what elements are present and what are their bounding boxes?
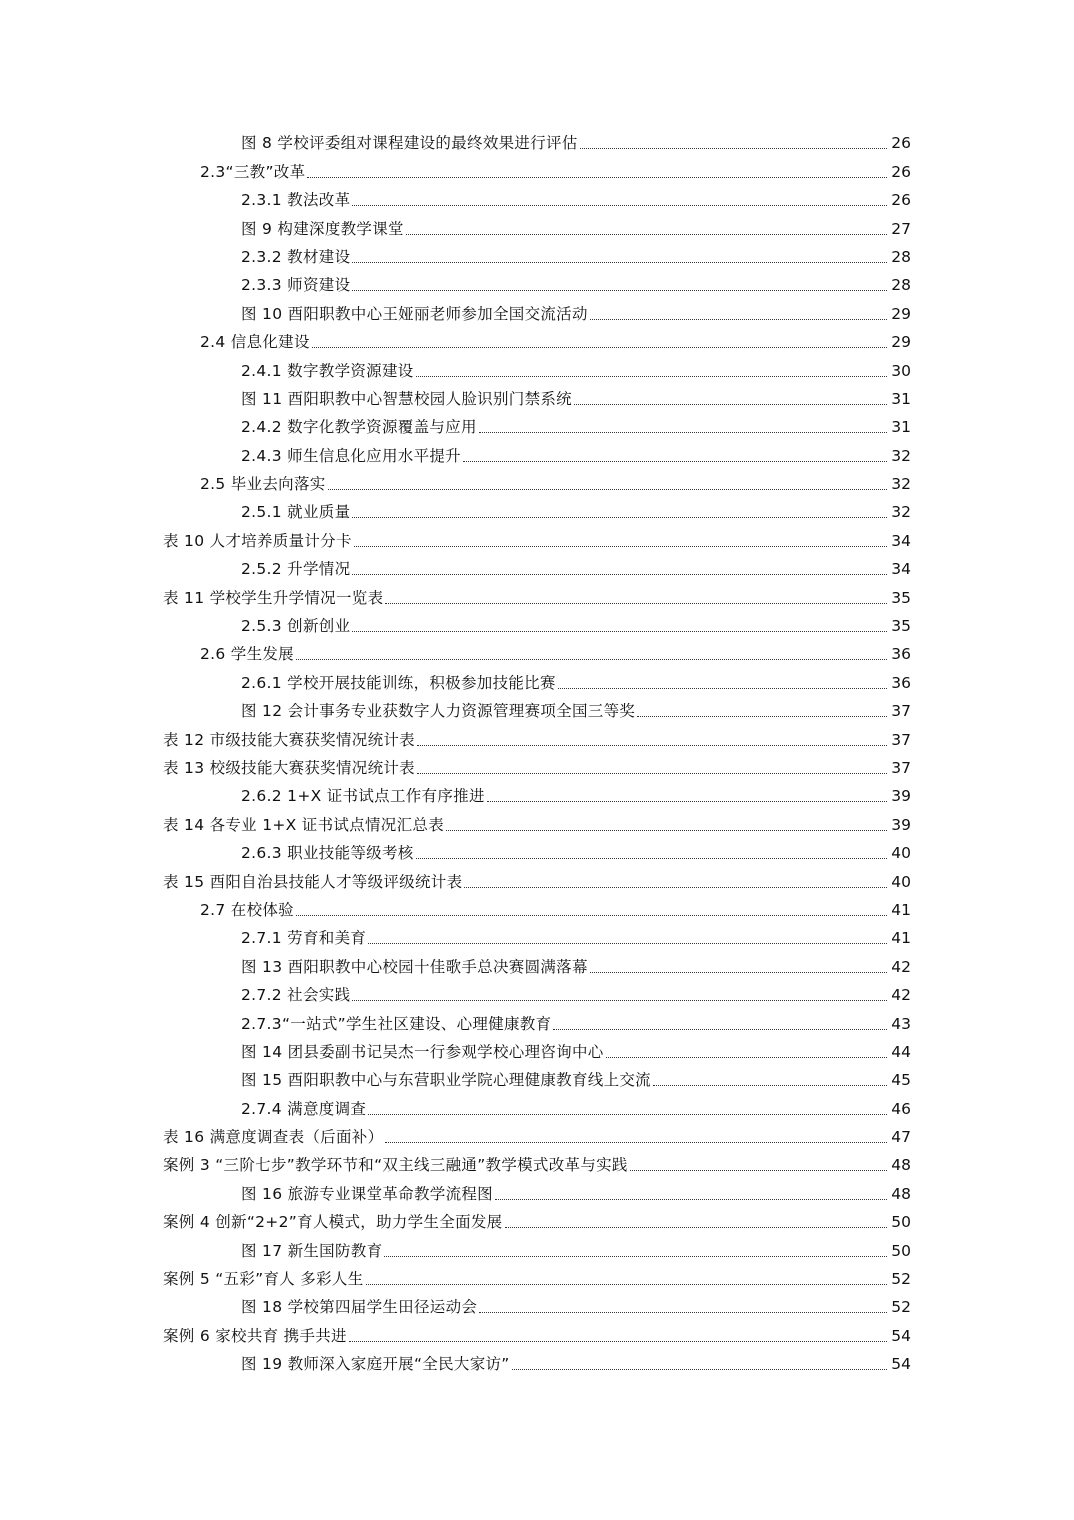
toc-entry-page-number: 34 — [891, 560, 911, 579]
toc-entry-title: 图 16 旅游专业课堂革命教学流程图 — [241, 1184, 493, 1203]
toc-entry-page-number: 40 — [891, 872, 911, 891]
toc-entry-page-number: 37 — [891, 702, 911, 721]
dot-leader — [352, 1000, 887, 1001]
toc-entry-page-number: 50 — [891, 1213, 911, 1232]
dot-leader — [653, 1085, 887, 1086]
toc-entry-title: 2.5 毕业去向落实 — [200, 475, 326, 494]
toc-entry-page-number: 50 — [891, 1241, 911, 1260]
toc-entry-title: 表 14 各专业 1+X 证书试点情况汇总表 — [163, 815, 444, 834]
toc-entry[interactable] — [0, 1236, 1074, 1264]
toc-entry-page-number: 31 — [891, 389, 911, 408]
toc-entry-title: 图 15 酉阳职教中心与东营职业学院心理健康教育线上交流 — [241, 1071, 651, 1090]
toc-entry-title: 2.3“三教”改革 — [200, 162, 306, 181]
toc-entry[interactable] — [0, 725, 1074, 753]
dot-leader — [366, 1284, 887, 1285]
dot-leader — [495, 1199, 887, 1200]
dot-leader — [505, 1227, 888, 1228]
toc-entry-page-number: 47 — [891, 1128, 911, 1147]
toc-entry[interactable] — [0, 1265, 1074, 1293]
toc-entry-title: 2.6 学生发展 — [200, 645, 294, 664]
toc-entry[interactable] — [0, 214, 1074, 242]
toc-entry[interactable] — [0, 385, 1074, 413]
toc-entry-page-number: 34 — [891, 531, 911, 550]
toc-entry[interactable] — [0, 612, 1074, 640]
toc-entry[interactable] — [0, 1293, 1074, 1321]
toc-entry-title: 2.4 信息化建设 — [200, 333, 310, 352]
toc-entry-title: 表 13 校级技能大赛获奖情况统计表 — [163, 758, 415, 777]
dot-leader — [296, 915, 887, 916]
toc-entry[interactable] — [0, 697, 1074, 725]
toc-entry[interactable] — [0, 640, 1074, 668]
toc-entry[interactable] — [0, 839, 1074, 867]
toc-entry[interactable] — [0, 952, 1074, 980]
dot-leader — [416, 858, 887, 859]
toc-entry-title: 2.4.2 数字化教学资源覆盖与应用 — [241, 418, 477, 437]
dot-leader — [637, 716, 887, 717]
dot-leader — [312, 347, 887, 348]
toc-entry[interactable] — [0, 754, 1074, 782]
toc-entry-page-number: 39 — [891, 815, 911, 834]
toc-entry[interactable] — [0, 498, 1074, 526]
toc-entry-page-number: 35 — [891, 617, 911, 636]
toc-entry-title: 图 10 酉阳职教中心王娅丽老师参加全国交流活动 — [241, 304, 588, 323]
toc-entry[interactable] — [0, 896, 1074, 924]
toc-entry-title: 图 18 学校第四届学生田径运动会 — [241, 1298, 478, 1317]
toc-entry[interactable] — [0, 924, 1074, 952]
dot-leader — [352, 631, 887, 632]
table-of-contents — [0, 129, 1074, 1378]
dot-leader — [590, 972, 887, 973]
toc-entry[interactable] — [0, 129, 1074, 157]
toc-entry-title: 图 12 会计事务专业获数字人力资源管理赛项全国三等奖 — [241, 702, 636, 721]
toc-entry-title: 表 12 市级技能大赛获奖情况统计表 — [163, 730, 415, 749]
toc-entry-page-number: 28 — [891, 247, 911, 266]
dot-leader — [553, 1029, 887, 1030]
dot-leader — [296, 659, 887, 660]
toc-entry[interactable] — [0, 810, 1074, 838]
toc-entry[interactable] — [0, 1038, 1074, 1066]
toc-entry[interactable] — [0, 1321, 1074, 1349]
toc-entry[interactable] — [0, 668, 1074, 696]
toc-entry-title: 案例 5 “五彩”育人 多彩人生 — [163, 1270, 364, 1289]
dot-leader — [352, 574, 887, 575]
dot-leader — [417, 773, 887, 774]
dot-leader — [368, 943, 887, 944]
dot-leader — [384, 1256, 887, 1257]
toc-entry-title: 表 10 人才培养质量计分卡 — [163, 531, 352, 550]
toc-entry-title: 表 16 满意度调查表（后面补） — [163, 1128, 384, 1147]
dot-leader — [558, 688, 887, 689]
toc-entry-page-number: 36 — [891, 645, 911, 664]
dot-leader — [352, 290, 887, 291]
toc-entry-title: 图 8 学校评委组对课程建设的最终效果进行评估 — [241, 134, 578, 153]
toc-entry-page-number: 48 — [891, 1156, 911, 1175]
toc-entry-page-number: 52 — [891, 1270, 911, 1289]
dot-leader — [512, 1369, 887, 1370]
toc-entry-title: 2.6.2 1+X 证书试点工作有序推进 — [241, 787, 485, 806]
dot-leader — [352, 517, 887, 518]
toc-entry-page-number: 40 — [891, 844, 911, 863]
toc-entry[interactable] — [0, 1208, 1074, 1236]
toc-entry-title: 图 14 团县委副书记吴杰一行参观学校心理咨询中心 — [241, 1042, 604, 1061]
toc-entry-title: 图 13 酉阳职教中心校园十佳歌手总决赛圆满落幕 — [241, 957, 588, 976]
toc-entry-page-number: 27 — [891, 219, 911, 238]
toc-entry-title: 2.6.3 职业技能等级考核 — [241, 844, 414, 863]
dot-leader — [354, 546, 887, 547]
toc-entry[interactable] — [0, 526, 1074, 554]
toc-entry-title: 表 11 学校学生升学情况一览表 — [163, 588, 384, 607]
toc-entry-page-number: 54 — [891, 1355, 911, 1374]
toc-entry-page-number: 41 — [891, 929, 911, 948]
dot-leader — [464, 887, 887, 888]
toc-entry-title: 2.7.2 社会实践 — [241, 986, 351, 1005]
toc-entry-title: 2.7.1 劳育和美育 — [241, 929, 367, 948]
dot-leader — [417, 745, 887, 746]
toc-entry-page-number: 37 — [891, 730, 911, 749]
toc-entry-title: 案例 6 家校共育 携手共进 — [163, 1326, 347, 1345]
dot-leader — [630, 1170, 887, 1171]
dot-leader — [580, 148, 887, 149]
toc-entry-page-number: 45 — [891, 1071, 911, 1090]
toc-entry-page-number: 42 — [891, 957, 911, 976]
toc-entry-page-number: 54 — [891, 1326, 911, 1345]
toc-entry-page-number: 48 — [891, 1184, 911, 1203]
toc-entry-title: 2.7.4 满意度调查 — [241, 1099, 367, 1118]
toc-entry-page-number: 52 — [891, 1298, 911, 1317]
toc-entry-title: 案例 4 创新“2+2”育人模式，助力学生全面发展 — [163, 1213, 503, 1232]
dot-leader — [574, 404, 887, 405]
dot-leader — [479, 1312, 887, 1313]
toc-entry-page-number: 44 — [891, 1042, 911, 1061]
toc-entry-page-number: 39 — [891, 787, 911, 806]
dot-leader — [487, 801, 887, 802]
toc-entry-page-number: 32 — [891, 503, 911, 522]
toc-entry-title: 2.7.3“一站式”学生社区建设、心理健康教育 — [241, 1014, 552, 1033]
toc-entry[interactable] — [0, 555, 1074, 583]
dot-leader — [479, 432, 887, 433]
toc-entry-page-number: 43 — [891, 1014, 911, 1033]
toc-entry-title: 图 11 酉阳职教中心智慧校园人脸识别门禁系统 — [241, 389, 572, 408]
toc-entry[interactable] — [0, 1009, 1074, 1037]
toc-entry-page-number: 28 — [891, 276, 911, 295]
toc-entry-title: 图 17 新生国防教育 — [241, 1241, 383, 1260]
toc-entry-title: 2.3.3 师资建设 — [241, 276, 351, 295]
toc-entry-page-number: 30 — [891, 361, 911, 380]
toc-entry-title: 案例 3 “三阶七步”教学环节和“双主线三融通”教学模式改革与实践 — [163, 1156, 628, 1175]
toc-entry[interactable] — [0, 328, 1074, 356]
toc-entry[interactable] — [0, 1151, 1074, 1179]
dot-leader — [416, 376, 887, 377]
toc-entry-title: 表 15 酉阳自治县技能人才等级评级统计表 — [163, 872, 463, 891]
toc-entry-title: 2.5.2 升学情况 — [241, 560, 351, 579]
toc-entry[interactable] — [0, 867, 1074, 895]
toc-entry-page-number: 26 — [891, 134, 911, 153]
toc-entry[interactable] — [0, 782, 1074, 810]
toc-entry[interactable] — [0, 271, 1074, 299]
toc-entry[interactable] — [0, 441, 1074, 469]
dot-leader — [307, 177, 887, 178]
dot-leader — [590, 319, 887, 320]
toc-entry[interactable] — [0, 470, 1074, 498]
dot-leader — [352, 205, 887, 206]
toc-entry-page-number: 36 — [891, 673, 911, 692]
toc-entry[interactable] — [0, 1123, 1074, 1151]
toc-entry-title: 2.3.2 教材建设 — [241, 247, 351, 266]
toc-entry-title: 2.6.1 学校开展技能训练，积极参加技能比赛 — [241, 673, 556, 692]
toc-entry-title: 2.7 在校体验 — [200, 900, 294, 919]
toc-entry-page-number: 29 — [891, 333, 911, 352]
toc-entry[interactable] — [0, 356, 1074, 384]
toc-entry-title: 2.3.1 教法改革 — [241, 191, 351, 210]
toc-entry-page-number: 29 — [891, 304, 911, 323]
dot-leader — [406, 234, 887, 235]
dot-leader — [606, 1057, 887, 1058]
toc-entry-page-number: 26 — [891, 162, 911, 181]
dot-leader — [352, 262, 887, 263]
dot-leader — [368, 1114, 887, 1115]
toc-entry[interactable] — [0, 299, 1074, 327]
toc-entry[interactable] — [0, 1094, 1074, 1122]
toc-entry[interactable] — [0, 1066, 1074, 1094]
toc-entry-page-number: 37 — [891, 758, 911, 777]
toc-entry[interactable] — [0, 186, 1074, 214]
toc-entry-title: 2.5.1 就业质量 — [241, 503, 351, 522]
toc-entry[interactable] — [0, 1350, 1074, 1378]
dot-leader — [385, 1142, 887, 1143]
toc-entry-page-number: 31 — [891, 418, 911, 437]
toc-entry[interactable] — [0, 243, 1074, 271]
toc-entry[interactable] — [0, 1179, 1074, 1207]
toc-entry-title: 2.4.1 数字教学资源建设 — [241, 361, 414, 380]
toc-entry[interactable] — [0, 157, 1074, 185]
toc-entry-title: 图 19 教师深入家庭开展“全民大家访” — [241, 1355, 510, 1374]
toc-entry[interactable] — [0, 583, 1074, 611]
dot-leader — [446, 830, 887, 831]
toc-entry-page-number: 32 — [891, 446, 911, 465]
dot-leader — [385, 603, 887, 604]
toc-entry-page-number: 26 — [891, 191, 911, 210]
toc-entry-page-number: 35 — [891, 588, 911, 607]
toc-entry-page-number: 42 — [891, 986, 911, 1005]
dot-leader — [463, 461, 887, 462]
dot-leader — [328, 489, 887, 490]
toc-entry-title: 2.4.3 师生信息化应用水平提升 — [241, 446, 461, 465]
toc-entry-page-number: 41 — [891, 900, 911, 919]
toc-entry[interactable] — [0, 413, 1074, 441]
toc-entry[interactable] — [0, 981, 1074, 1009]
toc-entry-title: 2.5.3 创新创业 — [241, 617, 351, 636]
toc-entry-page-number: 46 — [891, 1099, 911, 1118]
toc-entry-page-number: 32 — [891, 475, 911, 494]
toc-entry-title: 图 9 构建深度教学课堂 — [241, 219, 404, 238]
dot-leader — [349, 1341, 887, 1342]
